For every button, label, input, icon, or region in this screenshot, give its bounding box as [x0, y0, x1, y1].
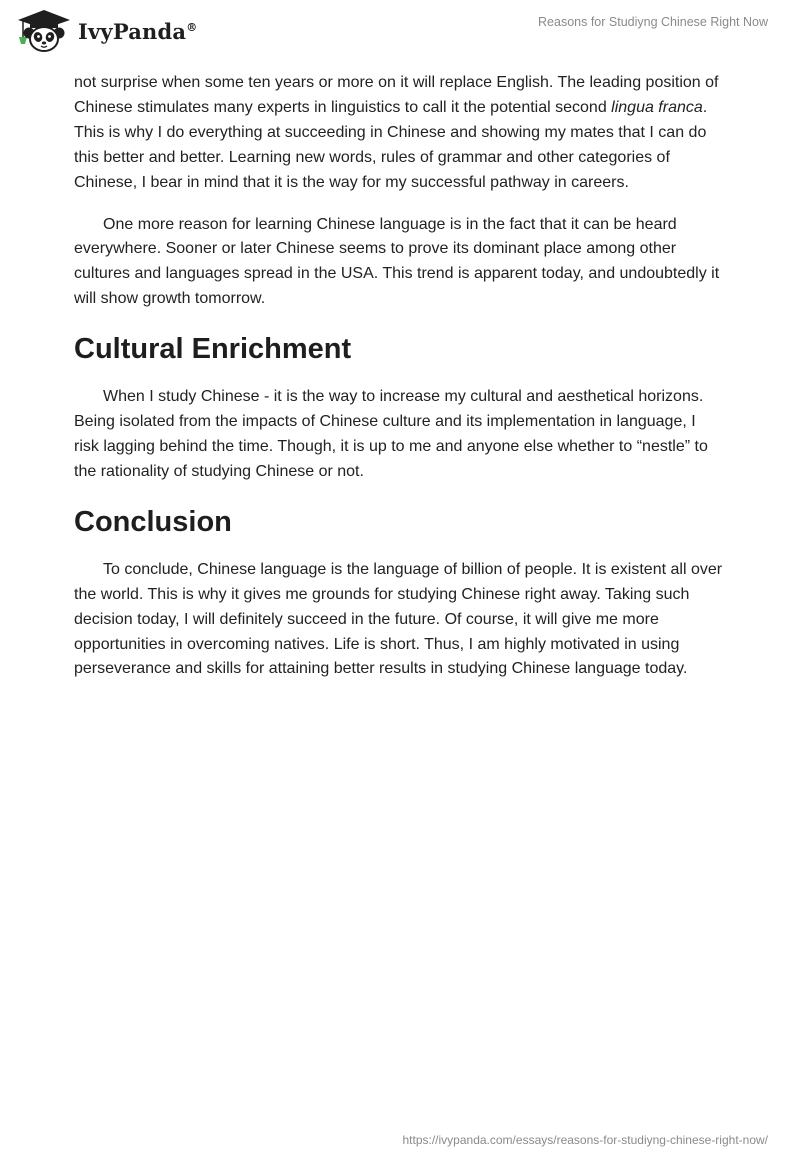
heading-conclusion: Conclusion [74, 505, 232, 538]
source-url-link[interactable]: https://ivypanda.com/essays/reasons-for-studiyng-chinese-right-now/ [402, 1133, 768, 1147]
registered-mark: ® [186, 20, 198, 34]
logo-text: IvyPanda® [78, 18, 198, 44]
italic-term: lingua franca [611, 98, 703, 116]
essay-content [74, 71, 724, 699]
paragraph-lingua-franca: not surprise when some ten years or more on it will replace English. The leading position of Chinese stimulates many experts in linguistics to call it the potential second lingua franca. This is why I do everything at succeeding in Chinese and showing my mates that I can do this better and better. Learning new words, rules of grammar and other categories of Chinese, I bear in mind that it is the way for my successful pathway in careers. [74, 74, 719, 191]
paragraph-conclusion: To conclude, Chinese language is the language of billion of people. It is existent all over the world. This is why it gives me grounds for studying Chinese right away. Taking such decision today, I will definitely succeed in the future. Of course, it will give me more opportunities in overcoming natives. Life is short. Thus, I am highly motivated in using perseverance and skills for attaining better results in studying Chinese language today. [74, 560, 723, 678]
panda-graduate-icon [14, 8, 74, 54]
paragraph-cultural: When I study Chinese - it is the way to increase my cultural and aesthetical horizons. Being isolated from the impacts of Chinese culture and its implementation in language, I risk lagging behind the time. Though, it is up to me and anyone else whether to “nestle” to the rationality of studying Chinese or not. [74, 388, 708, 480]
page-header [0, 0, 800, 64]
document-title: Reasons for Studiyng Chinese Right Now [538, 15, 768, 29]
ivypanda-logo[interactable] [14, 8, 197, 54]
heading-cultural-enrichment: Cultural Enrichment [74, 333, 352, 366]
paragraph-heard-everywhere: One more reason for learning Chinese language is in the fact that it can be heard everywhere. Sooner or later Chinese seems to prove its dominant place among other cultures and languages spread in the USA. This trend is apparent today, and undoubtedly it will show growth tomorrow. [74, 215, 720, 308]
